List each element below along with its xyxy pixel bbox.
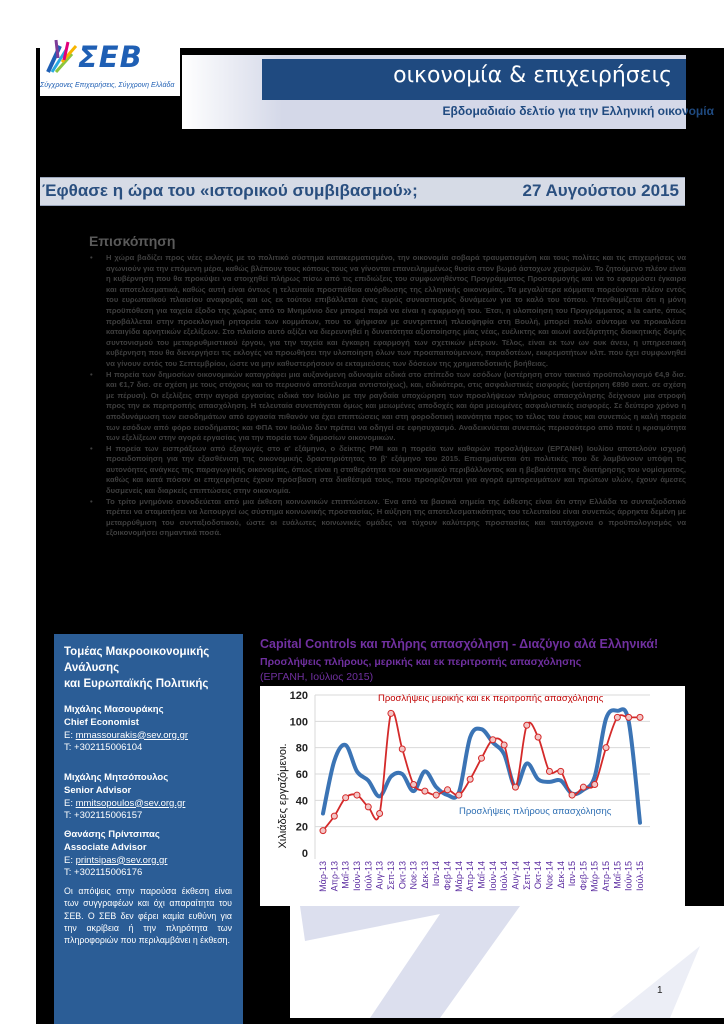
contact-email-link[interactable]: mmitsopoulos@sev.org.gr [75,797,186,809]
x-tick-label: Μάρ-15 [589,861,600,892]
issue-title-bar [40,177,685,206]
contact-name: Μιχάλης Μητσόπουλος [64,772,169,783]
x-tick-label: Απρ-15 [601,861,612,892]
contact-email-row [64,730,188,743]
contact-role: Associate Advisor [64,841,147,853]
contact-sidebar [54,634,243,1024]
contact-email-link[interactable]: printsipas@sev.org.gr [75,854,168,866]
bullet-icon: • [90,496,93,506]
overview-bullet-text: Το τρίτο μνημόνιο συνοδεύεται από μια έκθεση κοινωνικών επιπτώσεων. Ένα από τα βασικά σημεία της έκθεσης είναι ότι στην Ελλάδα το συνταξιοδοτικό πρέπει να σταματήσει να λειτουργεί ως σύστημα κοινωνικής προστασίας. Η αύξηση της αποτελεσματικότητας του τελευταίου είναι συνεπώς άρρηκτα δεμένη με μεταρρύθμιση του συνταξιοδοτικού, ώστε οι ευάλωτες κοινωνικές ομάδες να τύχουν καλύτερης προστασίας και ταυτόχρονα ο προϋπολογισμός να εξοικονομήσει σημαντικά ποσά. [106,496,686,538]
chart-subtitle: Προσλήψεις πλήρους, μερικής και εκ περιτροπής απασχόλησης [260,656,582,668]
data-point [433,792,439,798]
data-point [603,745,609,751]
data-point [558,768,564,774]
contact-name: Μιχάλης Μασουράκης [64,704,164,715]
y-tick-label: 120 [289,690,308,702]
overview-list [88,253,686,539]
contact-card [64,704,188,755]
data-point [343,795,349,801]
series-label-blue: Προσλήψεις πλήρους απασχόλησης [459,806,612,817]
series-label-red: Προσλήψεις μερικής και εκ περιτροπής απασχόλησης [378,693,604,704]
data-point [637,714,643,720]
x-tick-label: Μαΐ-13 [340,861,351,889]
contact-name: Θανάσης Πρίντσιπας [64,829,160,840]
x-tick-label: Σεπ-13 [385,861,396,890]
data-point [479,755,485,761]
contact-role: Chief Economist [64,716,139,728]
y-axis-ticks [290,690,308,860]
watermark-logo-shape [290,906,724,1018]
contact-email-row [64,855,167,868]
issue-headline: Έφθασε η ώρα του «ιστορικού συμβιβασμού»; [42,181,418,200]
data-point [592,782,598,788]
data-point [626,714,632,720]
data-point [512,784,518,790]
data-point [569,792,575,798]
contact-card [64,772,185,823]
y-tick-label: 100 [289,716,308,729]
overview-bullet [88,497,686,539]
contact-role: Senior Advisor [64,784,132,796]
data-point [490,737,496,743]
data-point [456,792,462,798]
chart-source: (ΕΡΓΑΝΗ, Ιούλιος 2015) [260,671,374,683]
publication-subtitle: Εβδομαδιαίο δελτίο για την Ελληνική οικονομία [442,104,714,118]
overview-bullet [88,253,686,370]
overview-bullet-text: Η πορεία των εισπράξεων από εξαγωγές στο α' εξάμηνο, ο δείκτης PMI και η πορεία των καθαρών προσλήψεων (ΕΡΓΑΝΗ) Ιουλίου αποτελούν ισχυρή προειδοποίηση για την εξασθένιση της οικονομικής δραστηριότητας το β' εξάμηνο του 2015. Επισημαίνεται ότι πολιτικές που δε λαμβάνουν υπόψη τις αυτονόητες ανάγκες της παραγωγικής οικονομίας, όπως είναι η σταθερότητα του οικονομικού περιβάλλοντος και η βεβαιότητα της διατήρησης του νομίσματος, καθώς και κατά πόσον οι επιχειρήσεις έχουν πρόσβαση στα διαθέσιμά τους, που προορίζονται για αγορά εμπορευμάτων και πρώτων υλών, έχουν άμεσες δυσμενείς και διαρκείς επιπτώσεις στην οικονομία. [106,443,686,496]
x-tick-label: Μάρ-13 [318,861,328,892]
contact-email-row [64,798,185,811]
chart-title: Capital Controls και πλήρης απασχόληση - Διαζύγιο αλά Ελληνικά! [260,637,659,651]
x-tick-label: Αυγ-13 [374,861,385,890]
x-tick-label: Δεκ-14 [555,861,566,889]
sidebar-heading-line: Τομέας Μακροοικονομικής [64,646,210,658]
data-point [422,788,428,794]
data-point [331,813,337,819]
data-point [467,776,473,782]
x-tick-label: Ιαν-15 [567,861,578,887]
overview-bullet-text: Η χώρα βαδίζει προς νέες εκλογές με το πολιτικό σύστημα κατακερματισμένο, την οικονομία σοβαρά τραυματισμένη και τους πολίτες και τις επιχειρήσεις να αγωνιούν για την επόμενη μέρα, καθώς βλέπουν τους κόπους τους να γίνονται επανειλημμένως θυσία στον βωμό άστοχων χειρισμών. Το ζητούμενο πλέον είναι η κυβέρνηση που θα προκύψει να στοιχηθεί πλήρως πίσω από τις επιδιώξεις του συμφωνηθέντος Προγράμματος Προσαρμογής και να το εφαρμόσει έγκαιρα και αποτελεσματικά, καθώς αυτή είναι όντως η τελευταία προσπάθεια ανόρθωσης της ελληνικής οικονομίας. Τα μεγαλύτερα κόμματα πορεύονται πλέον εντός του ευρωπαϊκού πλαισίου αναφοράς και ως εκ τούτου επιβάλλεται ένας ευρύς συνασπισμός δυνάμεων για το καλό του τόπου. Υπενθυμίζεται ότι η μόνη προϋπόθεση για ταχεία έξοδο της χώρας από το Μνημόνιο δεν μπορεί παρά να είναι η εφαρμογή του. Έτσι, η υλοποίηση του Προγράμματος a la carte, όπως προβάλλεται στην προεκλογική ρητορεία των κομμάτων, που το ψήφισαν με συντριπτική πλειοψηφία στη Βουλή, μπορεί πολύ σύντομα να προκαλέσει καταιγίδα αρνητικών εξελίξεων. Στο πλαίσιο αυτό αξίζει να διερευνηθεί η δυνατότητα αξιοποίησης μίας νέας, ευέλικτης και αιωνί ανεξάρτητης διοικητικής δομής συντονισμού του μεταρρυθμιστικού έργου, για την ταχεία και έγκαιρη εφαρμογή των σχετικών μέτρων. Τέλος, είναι εκ των ων ουκ άνευ, η υπηρεσιακή κυβέρνηση που θα διενεργήσει τις εκλογές να προωθήσει την υλοποίηση όλων των προαπαιτούμενων, παραδοτέων, εκκρεμοτήτων κλπ. που έχει συμφωνηθεί να γίνουν εντός του Σεπτεμβρίου, ώστε να μην καθυστερήσουν οι εκταμιεύσεις των δόσεων της χρηματοδοτικής βοήθειας. [106,253,686,368]
x-tick-label: Οκτ-14 [533,861,544,890]
data-point [614,714,620,720]
y-tick-label: 60 [295,769,308,781]
data-point [524,722,530,728]
data-point [411,782,417,788]
x-tick-label: Απρ-13 [329,861,340,892]
page-number: 1 [657,985,663,996]
bullet-icon: • [90,253,93,262]
x-axis-ticks [318,861,645,892]
logo-wordmark: ΣΕΒ [78,40,143,74]
overview-heading: Επισκόπηση [89,233,176,249]
data-point [354,792,360,798]
x-tick-label: Ιούλ-13 [363,861,374,891]
data-point [501,742,507,748]
data-point [320,828,326,834]
data-point [535,734,541,740]
x-tick-label: Μάρ-14 [453,861,464,892]
sidebar-heading-line: και Ευρωπαϊκής Πολιτικής [64,678,209,690]
y-axis-label: Χιλιάδες εργαζόμενοι. [277,743,289,849]
email-label: E: [64,729,76,741]
x-tick-label: Νοε-13 [408,861,419,890]
overview-bullet-text: Η πορεία των δημοσίων οικονομικών καταγράφει μια αυξανόμενη αδυναμία ειδικά στο επίπεδο των εσόδων (υστέρηση στον τακτικό προϋπολογισμό €4,9 δισ. και €1,7 δισ. σε σχέση με τους στόχους και το περυσινό αποτέλεσμα αντιστοίχως), και, ειδικότερα, στις ασφαλιστικές εισφορές (υστέρηση €890 εκατ. σε σχέση με πέρυσι). Οι εξελίξεις στην αγορά εργασίας ειδικά τον Ιούλιο με την ραγδαία υποχώρηση των προσλήψεων πλήρους απασχόλησης δείχνουν μια στροφή προς την εκ περιτροπής απασχόληση. Η τελευταία συνεπάγεται όμως και μειωμένες αποδοχές και άρα μειωμένες ασφαλιστικές εισφορές. Σε δεύτερο χρόνο η αποδυνάμωση των εισοδημάτων από εργασία πιθανόν να έχει επιπτώσεις και στη φοροδοτική ικανότητα προς το τέλος του έτους και συνεπώς η καλή πορεία των εσόδων από φόρο εισοδήματος και ΦΠΑ τον Ιούλιο δεν πρέπει να οδηγεί σε εφησυχασμό. Αναδεικνύεται συνεπώς περισσότερο από ποτέ η κρισιμότητα των εξελίξεων στην αγορά εργασίας για την πορεία των δημοσίων οικονομικών. [106,369,686,443]
data-point [399,746,405,752]
sev-logo-burst-icon [42,38,82,78]
x-tick-label: Αυγ-14 [510,861,521,890]
sev-logo [40,38,180,96]
x-tick-label: Ιούν-14 [487,861,498,891]
x-tick-label: Δεκ-13 [419,861,430,889]
sidebar-heading-line: Ανάλυσης [64,662,120,674]
issue-date: 27 Αυγούστου 2015 [522,181,679,200]
x-tick-label: Ιούν-15 [623,861,634,891]
chart-container [260,686,685,906]
x-tick-label: Μαΐ-14 [476,861,487,889]
x-tick-label: Σεπ-14 [521,861,532,890]
bullet-icon: • [90,369,93,379]
data-point [580,784,586,790]
header-band [262,59,686,100]
bullet-icon: • [90,443,93,453]
logo-tagline: Σύγχρονες Επιχειρήσεις, Σύγχρονη Ελλάδα [40,82,175,89]
email-label: E: [64,797,76,809]
x-tick-label: Οκτ-13 [397,861,408,890]
x-tick-label: Μαΐ-15 [612,861,623,889]
sidebar-heading [64,644,239,692]
x-tick-label: Νοε-14 [544,861,555,890]
x-tick-label: Απρ-14 [465,861,476,892]
data-point [388,710,394,716]
contact-phone: T: +302115006157 [64,810,143,822]
y-tick-label: 80 [295,742,308,755]
data-point [377,811,383,817]
line-chart [260,686,685,906]
x-tick-label: Ιούλ-15 [635,861,645,891]
y-tick-label: 0 [301,848,308,860]
contact-card [64,829,167,880]
y-tick-label: 40 [295,795,308,808]
data-point [445,787,451,793]
x-tick-label: Φεβ-15 [578,861,589,891]
x-tick-label: Ιούλ-14 [499,861,510,891]
watermark-area [290,906,724,1018]
x-tick-label: Ιούν-13 [351,861,362,891]
x-tick-label: Φεβ-14 [442,861,453,891]
disclaimer-text: Οι απόψεις στην παρούσα έκθεση είναι των συγγραφέων και όχι απαραίτητα του ΣΕΒ. Ο ΣΕΒ δεν φέρει καμία ευθύνη για την ακρίβεια ή την πληρότητα των πληροφοριών που περιλαμβάνει η έκθεση. [64,886,232,946]
contact-email-link[interactable]: mmassourakis@sev.org.gr [75,729,189,741]
publication-title: οικονομία & επιχειρήσεις [393,63,672,88]
data-point [365,804,371,810]
y-tick-label: 20 [295,821,308,834]
contact-phone: T: +302115006176 [64,867,143,879]
contact-phone: T: +302115006104 [64,742,143,754]
overview-bullet [88,444,686,497]
data-point [546,768,552,774]
x-tick-label: Ιαν-14 [431,861,442,887]
email-label: E: [64,854,76,866]
overview-bullet [88,370,686,444]
